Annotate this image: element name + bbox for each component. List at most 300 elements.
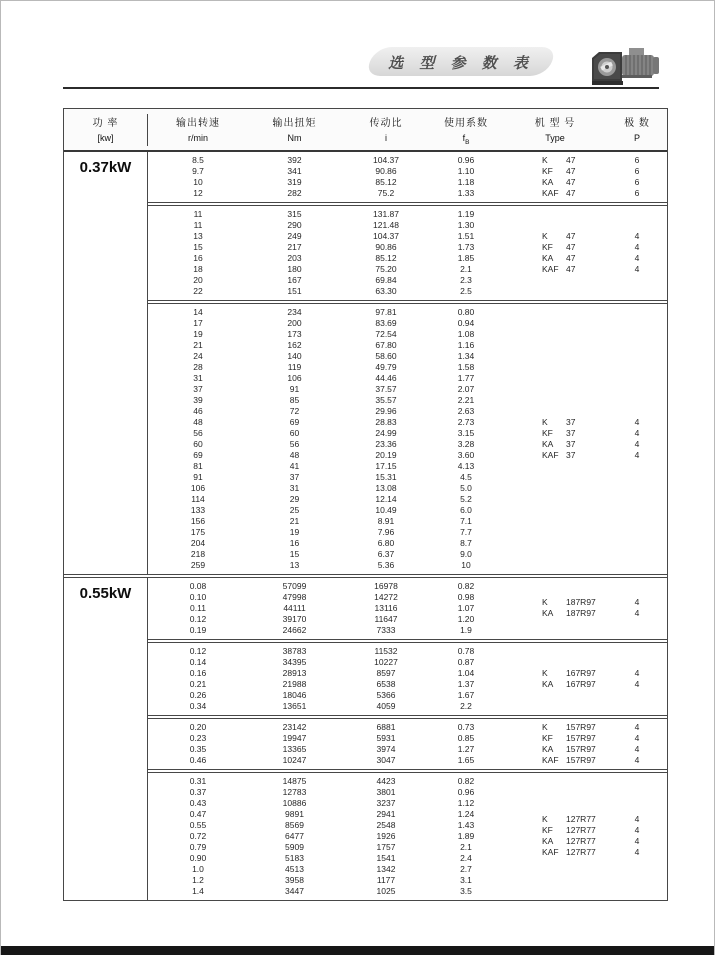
output-speed-value: 0.16 (189, 667, 207, 678)
output-speed-value: 48 (193, 416, 203, 427)
service-factor-value: 1.10 (457, 165, 475, 176)
service-factor-value: 2.3 (460, 274, 472, 285)
service-factor-value: 1.34 (457, 350, 475, 361)
header-output-speed: 输出转速 r/min (176, 118, 220, 143)
output-speed-value: 175 (190, 526, 206, 537)
output-torque-value: 13 (289, 559, 300, 570)
poles-value: 4 (634, 754, 640, 765)
service-factor-value: 1.33 (457, 187, 475, 198)
ratio-value: 7.96 (377, 526, 395, 537)
service-factor-value: 1.37 (457, 678, 475, 689)
type-value: K 187R97 (542, 597, 596, 608)
service-factor-value: 9.0 (460, 548, 472, 559)
service-factor-value: 1.12 (457, 797, 475, 808)
column-i (341, 209, 431, 297)
ratio-value: 58.60 (375, 350, 397, 361)
output-torque-value: 162 (287, 339, 302, 350)
output-speed-value: 15 (193, 241, 203, 252)
type-value: KAF 37 (542, 449, 576, 460)
type-value: KF 47 (542, 165, 576, 176)
header-rule (63, 87, 659, 89)
ratio-value: 104.37 (373, 154, 399, 165)
output-torque-value: 37 (289, 471, 300, 482)
service-factor-value: 10 (461, 559, 471, 570)
service-factor-value: 1.24 (457, 808, 475, 819)
service-factor-value: 1.9 (460, 624, 472, 635)
ratio-value: 104.37 (373, 230, 399, 241)
ratio-value: 1757 (376, 841, 396, 852)
service-factor-value: 2.21 (457, 394, 475, 405)
service-factor-value: 2.07 (457, 383, 475, 394)
service-factor-value: 2.1 (460, 263, 472, 274)
poles-value: 4 (634, 427, 640, 438)
ratio-value: 1177 (376, 874, 396, 885)
output-speed-value: 16 (193, 252, 203, 263)
poles-value: 6 (634, 154, 640, 165)
output-speed-value: 0.72 (189, 830, 207, 841)
output-speed-value: 218 (190, 548, 206, 559)
type-value: KA 37 (542, 438, 576, 449)
ratio-value: 75.20 (375, 263, 397, 274)
ratio-value: 5.36 (377, 559, 395, 570)
type-value: KAF 127R77 (542, 847, 596, 858)
output-speed-value: 0.14 (189, 656, 207, 667)
service-factor-value: 7.1 (460, 515, 472, 526)
header-power: 功 率 [kw] (64, 114, 148, 146)
output-speed-value: 0.12 (189, 645, 207, 656)
output-speed-value: 0.20 (189, 721, 207, 732)
service-factor-value: 0.94 (457, 317, 475, 328)
output-torque-value: 91 (289, 383, 300, 394)
power-label: 0.37kW (64, 152, 148, 574)
output-torque-value: 13365 (282, 743, 307, 754)
ratio-value: 23.36 (375, 438, 397, 449)
output-torque-value: 44111 (283, 602, 306, 613)
column-type (501, 776, 609, 897)
type-value: KA 47 (542, 176, 576, 187)
type-value: K 37 (542, 416, 576, 427)
service-factor-value: 1.67 (457, 689, 475, 700)
service-factor-value: 1.51 (457, 230, 475, 241)
data-block (148, 642, 667, 716)
output-speed-value: 0.21 (189, 678, 207, 689)
output-speed-value: 1.0 (192, 863, 204, 874)
output-torque-value: 282 (287, 187, 302, 198)
output-speed-value: 60 (193, 438, 203, 449)
output-torque-value: 13651 (282, 700, 307, 711)
poles-value: 4 (634, 825, 640, 836)
service-factor-value: 1.16 (457, 339, 475, 350)
output-speed-value: 28 (193, 361, 203, 372)
service-factor-value: 2.4 (460, 852, 472, 863)
column-nm (248, 646, 341, 712)
data-area (148, 578, 667, 900)
output-speed-value: 81 (193, 460, 203, 471)
service-factor-value: 0.85 (457, 732, 475, 743)
column-poles (609, 722, 665, 766)
ratio-value: 131.87 (373, 208, 399, 219)
ratio-value: 2548 (376, 819, 396, 830)
data-block (148, 718, 667, 770)
column-rpm (148, 646, 248, 712)
ratio-value: 24.99 (375, 427, 397, 438)
poles-value: 6 (634, 187, 640, 198)
output-torque-value: 5183 (285, 852, 304, 863)
ratio-value: 49.79 (375, 361, 397, 372)
ratio-value: 7333 (376, 624, 396, 635)
column-nm (248, 209, 341, 297)
poles-value: 4 (634, 263, 640, 274)
poles-value: 4 (634, 608, 640, 619)
ratio-value: 17.15 (375, 460, 397, 471)
output-torque-value: 69 (289, 416, 300, 427)
data-block (148, 205, 667, 301)
output-torque-value: 180 (287, 263, 302, 274)
output-speed-value: 0.35 (189, 743, 207, 754)
service-factor-value: 1.89 (457, 830, 475, 841)
output-speed-value: 18 (193, 263, 203, 274)
output-torque-value: 119 (287, 361, 302, 372)
output-torque-value: 39170 (282, 613, 307, 624)
ratio-value: 90.86 (375, 165, 397, 176)
output-speed-value: 0.08 (189, 580, 207, 591)
output-torque-value: 249 (287, 230, 302, 241)
ratio-value: 16978 (374, 580, 398, 591)
column-i (341, 155, 431, 199)
ratio-value: 3801 (376, 786, 396, 797)
output-speed-value: 259 (190, 559, 206, 570)
service-factor-value: 1.30 (457, 219, 475, 230)
service-factor-value: 5.0 (460, 482, 472, 493)
column-type (501, 646, 609, 712)
output-speed-value: 14 (193, 306, 203, 317)
header-ratio: 传动比 i (369, 118, 403, 143)
output-speed-value: 37 (193, 383, 203, 394)
output-speed-value: 0.43 (189, 797, 207, 808)
output-speed-value: 0.47 (189, 808, 207, 819)
service-factor-value: 0.82 (457, 775, 475, 786)
ratio-value: 85.12 (375, 176, 397, 187)
ratio-value: 14272 (374, 591, 398, 602)
type-value: KA 127R77 (542, 836, 596, 847)
poles-value: 4 (634, 721, 640, 732)
output-speed-value: 9.7 (192, 165, 204, 176)
output-speed-value: 11 (193, 219, 203, 230)
output-speed-value: 1.4 (192, 885, 204, 896)
poles-value: 4 (634, 836, 640, 847)
service-factor-value: 1.58 (457, 361, 475, 372)
ratio-value: 69.84 (375, 274, 397, 285)
ratio-value: 8597 (376, 667, 396, 678)
type-value: K 157R97 (542, 721, 596, 732)
data-area (148, 152, 667, 574)
output-speed-value: 0.26 (189, 689, 207, 700)
output-torque-value: 203 (287, 252, 302, 263)
column-nm (248, 307, 341, 571)
ratio-value: 4059 (376, 700, 396, 711)
type-value: KF 127R77 (542, 825, 596, 836)
type-value: KA 187R97 (542, 608, 596, 619)
ratio-value: 37.57 (375, 383, 397, 394)
output-torque-value: 315 (287, 208, 302, 219)
poles-value: 4 (634, 416, 640, 427)
service-factor-value: 1.18 (457, 176, 475, 187)
ratio-value: 75.2 (377, 187, 395, 198)
ratio-value: 6881 (376, 721, 396, 732)
ratio-value: 97.81 (375, 306, 397, 317)
column-poles (609, 155, 665, 199)
column-poles (609, 581, 665, 636)
type-value: K 127R77 (542, 814, 596, 825)
output-speed-value: 12 (193, 187, 203, 198)
output-torque-value: 72 (289, 405, 300, 416)
column-i (341, 776, 431, 897)
output-torque-value: 85 (289, 394, 300, 405)
output-torque-value: 392 (287, 154, 302, 165)
poles-value: 4 (634, 847, 640, 858)
service-factor-value: 1.04 (457, 667, 475, 678)
service-factor-value: 0.80 (457, 306, 475, 317)
table-sections (64, 152, 667, 900)
ratio-value: 11532 (374, 645, 398, 656)
ratio-value: 10.49 (375, 504, 397, 515)
output-torque-value: 56 (289, 438, 300, 449)
service-factor-value: 2.5 (460, 285, 472, 296)
service-factor-value: 1.07 (457, 602, 475, 613)
poles-value: 6 (634, 176, 640, 187)
ratio-value: 1025 (376, 885, 396, 896)
service-factor-value: 1.19 (457, 208, 475, 219)
ratio-value: 3237 (376, 797, 396, 808)
output-torque-value: 21 (289, 515, 300, 526)
service-factor-value: 0.73 (457, 721, 475, 732)
ratio-value: 90.86 (375, 241, 397, 252)
output-torque-value: 57099 (282, 580, 307, 591)
type-value: K 167R97 (542, 667, 596, 678)
service-factor-value: 0.78 (457, 645, 475, 656)
output-torque-value: 167 (287, 274, 302, 285)
ratio-value: 11647 (374, 613, 398, 624)
output-speed-value: 106 (190, 482, 206, 493)
output-speed-value: 0.79 (189, 841, 207, 852)
output-torque-value: 10886 (282, 797, 307, 808)
poles-value: 4 (634, 230, 640, 241)
type-value: KAF 157R97 (542, 754, 596, 765)
column-poles (609, 776, 665, 897)
output-torque-value: 34395 (282, 656, 307, 667)
output-torque-value: 25 (289, 504, 300, 515)
ratio-value: 15.31 (375, 471, 397, 482)
column-nm (248, 722, 341, 766)
ratio-value: 8.91 (377, 515, 395, 526)
output-speed-value: 0.12 (189, 613, 207, 624)
service-factor-value: 2.63 (457, 405, 475, 416)
output-torque-value: 5909 (285, 841, 304, 852)
ratio-value: 13116 (374, 602, 398, 613)
column-type (501, 155, 609, 199)
service-factor-value: 0.98 (457, 591, 475, 602)
column-rpm (148, 209, 248, 297)
output-speed-value: 204 (190, 537, 206, 548)
column-poles (609, 646, 665, 712)
service-factor-value: 1.43 (457, 819, 475, 830)
poles-value: 4 (634, 678, 640, 689)
service-factor-value: 2.2 (460, 700, 472, 711)
output-torque-value: 9891 (285, 808, 304, 819)
output-speed-value: 1.2 (192, 874, 204, 885)
service-factor-value: 3.5 (460, 885, 472, 896)
power-section (64, 577, 667, 900)
service-factor-value: 5.2 (460, 493, 472, 504)
service-factor-value: 4.13 (457, 460, 475, 471)
service-factor-value: 3.1 (460, 874, 472, 885)
ratio-value: 35.57 (375, 394, 397, 405)
column-type (501, 581, 609, 636)
output-speed-value: 24 (193, 350, 203, 361)
type-value: KA 167R97 (542, 678, 596, 689)
column-fb (431, 307, 501, 571)
output-torque-value: 29 (289, 493, 300, 504)
ratio-value: 5931 (376, 732, 396, 743)
poles-value: 4 (634, 252, 640, 263)
column-fb (431, 581, 501, 636)
output-speed-value: 56 (193, 427, 203, 438)
type-value: KAF 47 (542, 187, 576, 198)
column-fb (431, 155, 501, 199)
output-torque-value: 151 (287, 285, 302, 296)
service-factor-value: 0.96 (457, 786, 475, 797)
output-torque-value: 319 (287, 176, 302, 187)
service-factor-value: 1.27 (457, 743, 475, 754)
column-nm (248, 776, 341, 897)
output-torque-value: 106 (287, 372, 302, 383)
ratio-value: 121.48 (373, 219, 399, 230)
service-factor-value: 2.7 (460, 863, 472, 874)
output-torque-value: 10247 (282, 754, 307, 765)
output-speed-value: 0.19 (189, 624, 207, 635)
table-header (64, 109, 667, 152)
service-factor-value: 1.08 (457, 328, 475, 339)
poles-value: 4 (634, 814, 640, 825)
ratio-value: 67.80 (375, 339, 397, 350)
service-factor-value: 2.73 (457, 416, 475, 427)
page-title: 选 型 参 数 表 (388, 55, 534, 72)
ratio-value: 63.30 (375, 285, 397, 296)
column-nm (248, 581, 341, 636)
output-torque-value: 14875 (282, 775, 307, 786)
column-fb (431, 722, 501, 766)
output-speed-value: 91 (193, 471, 203, 482)
selection-parameter-table (63, 108, 668, 901)
ratio-value: 1541 (376, 852, 396, 863)
output-torque-value: 48 (289, 449, 300, 460)
output-speed-value: 10 (193, 176, 203, 187)
service-factor-value: 0.82 (457, 580, 475, 591)
output-torque-value: 173 (287, 328, 302, 339)
ratio-value: 13.08 (375, 482, 397, 493)
output-torque-value: 15 (289, 548, 300, 559)
output-torque-value: 38783 (282, 645, 307, 656)
poles-value: 6 (634, 165, 640, 176)
output-torque-value: 3447 (285, 885, 304, 896)
column-rpm (148, 776, 248, 897)
column-poles (609, 209, 665, 297)
column-rpm (148, 581, 248, 636)
service-factor-value: 3.28 (457, 438, 475, 449)
ratio-value: 44.46 (375, 372, 397, 383)
output-speed-value: 69 (193, 449, 203, 460)
column-i (341, 646, 431, 712)
ratio-value: 85.12 (375, 252, 397, 263)
output-speed-value: 0.10 (189, 591, 207, 602)
output-torque-value: 21988 (282, 678, 307, 689)
output-torque-value: 12783 (282, 786, 307, 797)
service-factor-value: 2.1 (460, 841, 472, 852)
poles-value: 4 (634, 743, 640, 754)
output-speed-value: 21 (193, 339, 203, 350)
service-factor-value: 0.87 (457, 656, 475, 667)
service-factor-value: 1.77 (457, 372, 475, 383)
poles-value: 4 (634, 438, 640, 449)
ratio-value: 72.54 (375, 328, 397, 339)
output-speed-value: 19 (193, 328, 203, 339)
column-rpm (148, 155, 248, 199)
poles-value: 4 (634, 667, 640, 678)
page-footer-bar (1, 946, 714, 955)
output-torque-value: 200 (287, 317, 302, 328)
header-service-factor: 使用系数 $f_B$ (444, 118, 488, 146)
service-factor-value: 1.20 (457, 613, 475, 624)
output-speed-value: 0.37 (189, 786, 207, 797)
type-value: KAF 47 (542, 263, 576, 274)
output-torque-value: 140 (287, 350, 302, 361)
output-speed-value: 0.34 (189, 700, 207, 711)
output-torque-value: 8569 (285, 819, 304, 830)
column-fb (431, 776, 501, 897)
service-factor-value: 1.73 (457, 241, 475, 252)
output-speed-value: 13 (193, 230, 203, 241)
column-type (501, 209, 609, 297)
ratio-value: 28.83 (375, 416, 397, 427)
ratio-value: 1342 (376, 863, 396, 874)
output-speed-value: 133 (190, 504, 206, 515)
service-factor-value: 0.96 (457, 154, 475, 165)
service-factor-value: 6.0 (460, 504, 472, 515)
service-factor-value: 1.65 (457, 754, 475, 765)
header-output-torque: 输出扭矩 Nm (272, 118, 317, 143)
ratio-value: 6538 (376, 678, 396, 689)
output-torque-value: 28913 (282, 667, 307, 678)
type-value: K 47 (542, 230, 576, 241)
data-block (148, 303, 667, 574)
ratio-value: 2941 (376, 808, 396, 819)
output-torque-value: 47998 (282, 591, 307, 602)
ratio-value: 83.69 (375, 317, 397, 328)
type-value: KF 157R97 (542, 732, 596, 743)
ratio-value: 3974 (376, 743, 396, 754)
ratio-value: 5366 (376, 689, 396, 700)
service-factor-value: 7.7 (460, 526, 472, 537)
column-type (501, 307, 609, 571)
output-torque-value: 60 (289, 427, 300, 438)
output-speed-value: 0.11 (190, 602, 206, 613)
output-speed-value: 22 (193, 285, 203, 296)
header-type: 机 型 号 Type (534, 118, 576, 143)
ratio-value: 10227 (374, 656, 398, 667)
gearmotor-photo-icon (589, 46, 663, 93)
ratio-value: 4423 (376, 775, 396, 786)
output-torque-value: 3958 (285, 874, 304, 885)
